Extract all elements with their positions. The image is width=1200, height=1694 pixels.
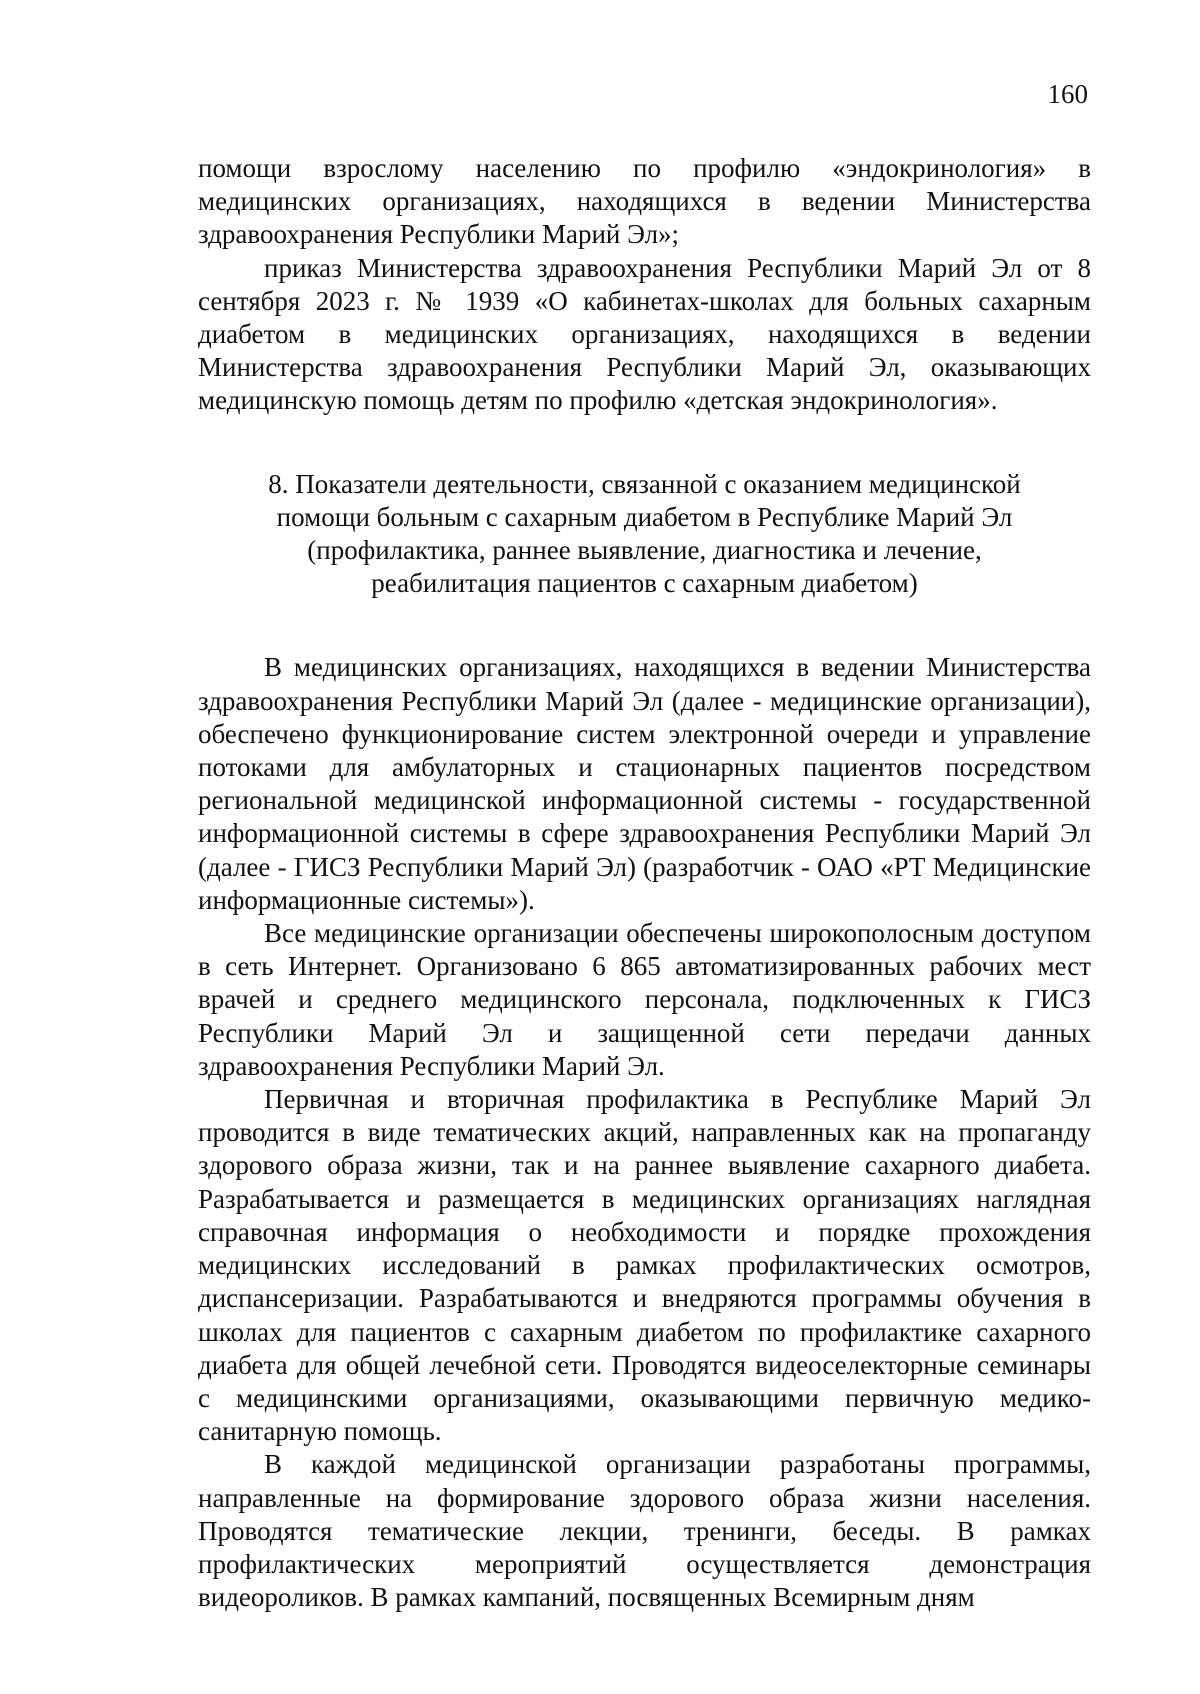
paragraph-prevention: Первичная и вторичная профилактика в Республике Марий Эл проводится в виде тематических акций, направленных как на пропаганду здорового образа жизни, так и на раннее выявление сахарного диабета. Разрабатывается и размещается в медицинских организациях наглядная справочная информация о необходимости и порядке прохождения медицинских исследований в рамках профилактических осмотров, диспансеризации. Разрабатываются и внедряются программы обучения в школах для пациентов с сахарным диабетом по профилактике сахарного диабета для общей лечебной сети. Проводятся видеоселекторные семинары с медицинскими организациями, оказывающими первичную медико-санитарную помощь. — [198, 1084, 1091, 1447]
page-number: 160 — [1047, 79, 1088, 109]
paragraph-healthy-lifestyle: В каждой медицинской организации разработаны программы, направленные на формирование здорового образа жизни населения. Проводятся тематические лекции, тренинги, беседы. В рамках профилактических мероприятий осуществляется демонстрация видеороликов. В рамках кампаний, посвященных Всемирным дням — [198, 1449, 1091, 1613]
paragraph-internet-access: Все медицинские организации обеспечены широкополосным доступом в сеть Интернет. Организовано 6 865 автоматизированных рабочих мест врачей и среднего медицинского персонала, подключенных к ГИСЗ Республики Марий Эл и защищенной сети передачи данных здравоохранения Республики Марий Эл. — [198, 918, 1091, 1081]
paragraph-continuation: помощи взрослому населению по профилю «эндокринология» в медицинских организациях, находящихся в ведении Министерства здравоохранения Республики Марий Эл»; — [198, 153, 1091, 250]
section-heading-line: 8. Показатели деятельности, связанной с оказанием медицинской — [268, 468, 1021, 499]
section-heading-line: реабилитация пациентов с сахарным диабетом) — [371, 568, 918, 599]
section-heading-line: (профилактика, раннее выявление, диагностика и лечение, — [307, 535, 982, 566]
paragraph-order-reference: приказ Министерства здравоохранения Республики Марий Эл от 8 сентября 2023 г. № 1939 «О кабинетах-школах для больных сахарным диабетом в медицинских организациях, находящихся в ведении Министерства здравоохранения Республики Марий Эл, оказывающих медицинскую помощь детям по профилю «детская эндокринология». — [198, 252, 1091, 416]
section-heading-line: помощи больным с сахарным диабетом в Республике Марий Эл — [276, 501, 1013, 532]
paragraph-information-systems: В медицинских организациях, находящихся в ведении Министерства здравоохранения Республики Марий Эл (далее - медицинские организации), обеспечено функционирование систем электронной очереди и управление потоками для амбулаторных и стационарных пациентов посредством региональной медицинской информационной системы - государственной информационной системы в сфере здравоохранения Республики Марий Эл (далее - ГИСЗ Республики Марий Эл) (разработчик - ОАО «РТ Медицинские информационные системы»). — [198, 652, 1091, 915]
section-heading — [198, 468, 1091, 601]
document-body — [198, 152, 1091, 1614]
